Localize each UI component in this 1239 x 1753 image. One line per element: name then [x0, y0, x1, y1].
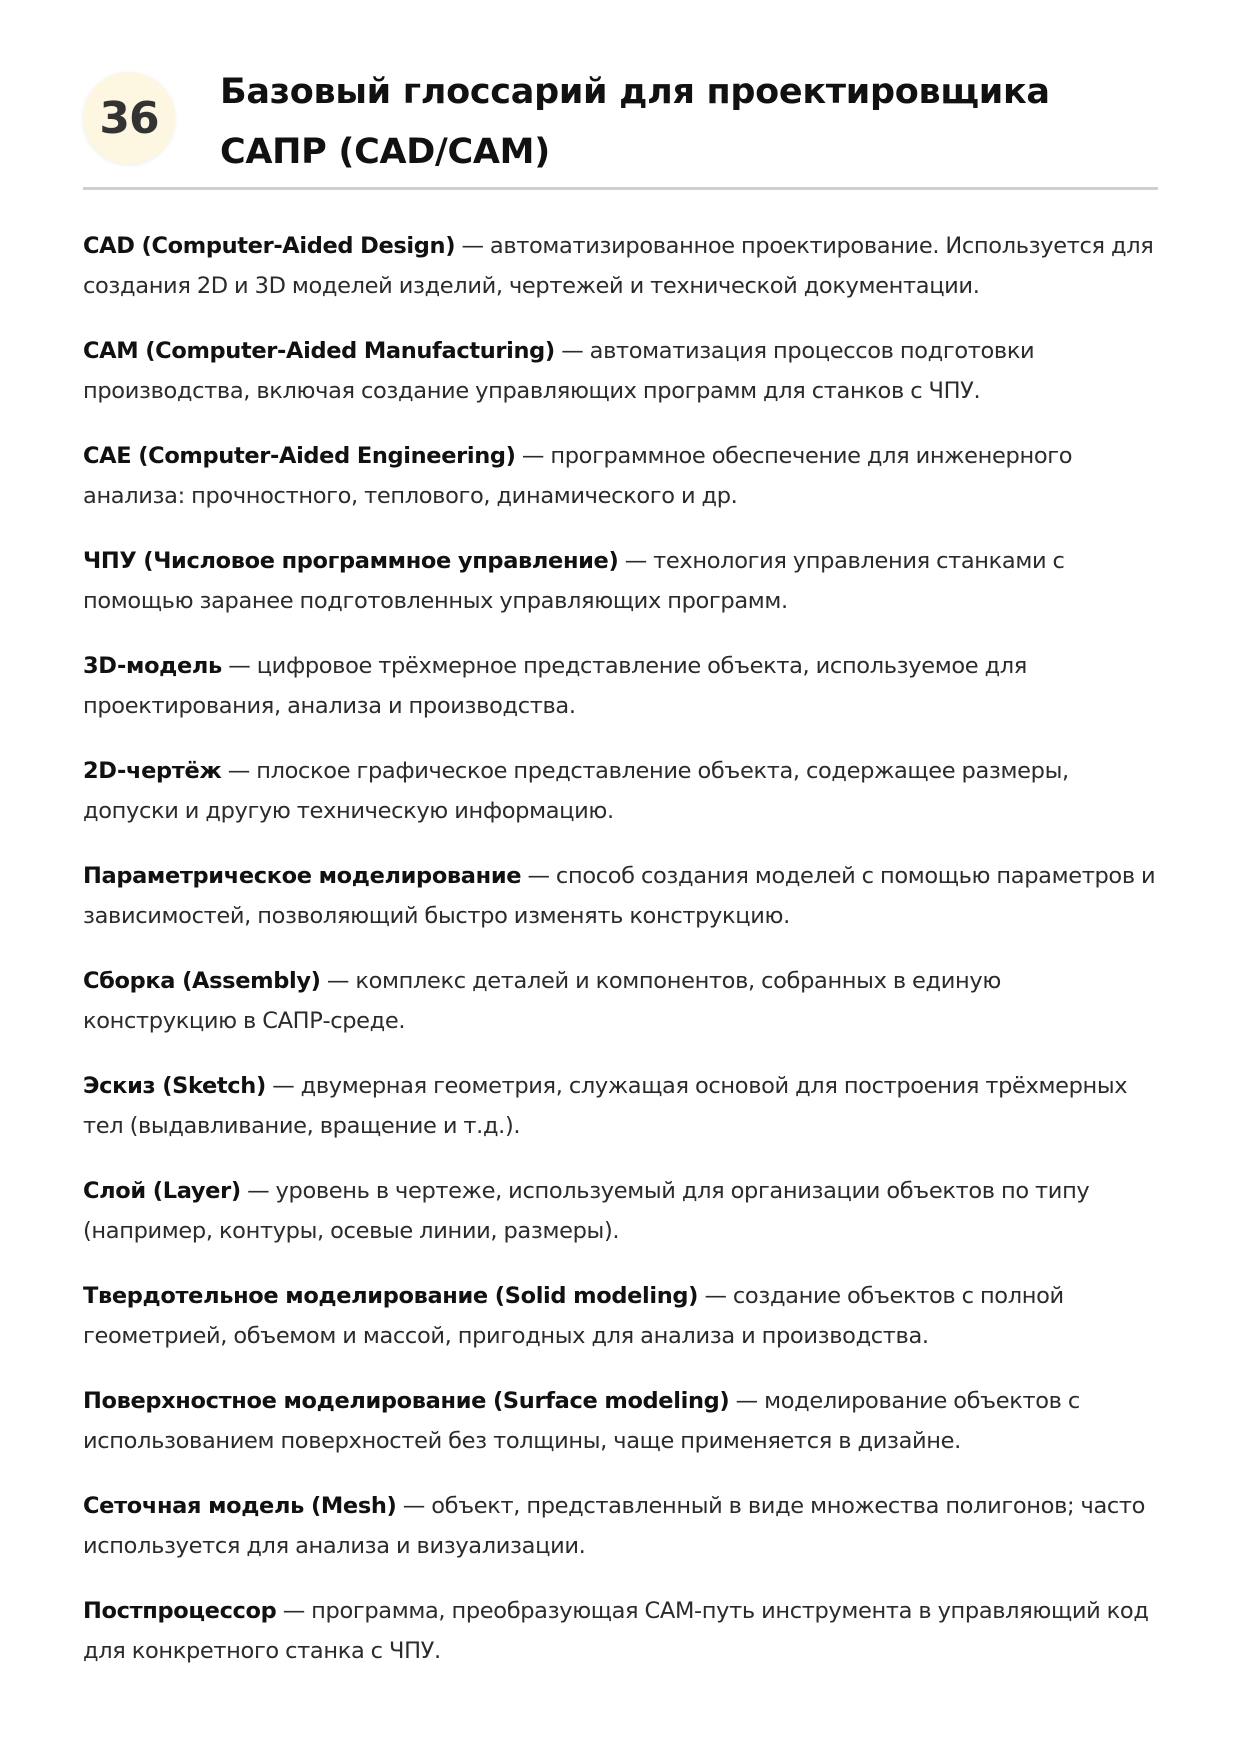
glossary-term: CAD (Computer-Aided Design) [83, 233, 456, 259]
glossary-definition: — программное обеспечение для инженерного анализа: прочностного, теплового, динамического и др. [83, 443, 1073, 509]
glossary-definition: — моделирование объектов с использованием поверхностей без толщины, чаще применяется в дизайне. [83, 1388, 1080, 1454]
glossary-entry [83, 331, 1158, 411]
glossary-term: Сеточная модель (Mesh) [83, 1493, 397, 1519]
glossary-term: 2D-чертёж [83, 758, 222, 784]
glossary-term: Параметрическое моделирование [83, 863, 522, 889]
chapter-number-badge: 36 [83, 72, 175, 164]
glossary-entry [83, 751, 1158, 831]
glossary-list [83, 226, 1158, 1696]
glossary-term: Постпроцессор [83, 1598, 277, 1624]
glossary-entry [83, 1276, 1158, 1356]
glossary-definition: — уровень в чертеже, используемый для организации объектов по типу (например, контуры, осевые линии, размеры). [83, 1178, 1090, 1244]
glossary-entry [83, 646, 1158, 726]
glossary-entry [83, 1171, 1158, 1251]
glossary-entry [83, 1486, 1158, 1566]
glossary-definition: — объект, представленный в виде множества полигонов; часто используется для анализа и визуализации. [83, 1493, 1146, 1559]
glossary-term: Эскиз (Sketch) [83, 1073, 266, 1099]
glossary-term: Поверхностное моделирование (Surface modeling) [83, 1388, 730, 1414]
glossary-term: Слой (Layer) [83, 1178, 241, 1204]
glossary-entry [83, 961, 1158, 1041]
glossary-entry [83, 436, 1158, 516]
glossary-definition: — создание объектов с полной геометрией, объемом и массой, пригодных для анализа и производства. [83, 1283, 1064, 1349]
glossary-definition: — автоматизация процессов подготовки производства, включая создание управляющих программ для станков с ЧПУ. [83, 338, 1035, 404]
glossary-term: Сборка (Assembly) [83, 968, 321, 994]
glossary-entry [83, 1591, 1158, 1671]
glossary-term: 3D-модель [83, 653, 222, 679]
glossary-term: CAM (Computer-Aided Manufacturing) [83, 338, 555, 364]
glossary-entry [83, 541, 1158, 621]
glossary-entry [83, 1066, 1158, 1146]
glossary-definition: — цифровое трёхмерное представление объекта, используемое для проектирования, анализа и производства. [83, 653, 1027, 719]
glossary-term: Твердотельное моделирование (Solid modeling) [83, 1283, 699, 1309]
page-title: Базовый глоссарий для проектировщика САПР (CAD/CAM) [220, 72, 1050, 172]
glossary-entry [83, 1381, 1158, 1461]
glossary-definition: — плоское графическое представление объекта, содержащее размеры, допуски и другую техническую информацию. [83, 758, 1069, 824]
glossary-term: CAE (Computer-Aided Engineering) [83, 443, 516, 469]
glossary-definition: — программа, преобразующая CAM-путь инструмента в управляющий код для конкретного станка с ЧПУ. [83, 1598, 1149, 1664]
glossary-definition: — технология управления станками с помощью заранее подготовленных управляющих программ. [83, 548, 1065, 614]
glossary-definition: — способ создания моделей с помощью параметров и зависимостей, позволяющий быстро изменять конструкцию. [83, 863, 1156, 929]
glossary-entry [83, 226, 1158, 306]
glossary-definition: — автоматизированное проектирование. Используется для создания 2D и 3D моделей изделий, чертежей и технической документации. [83, 233, 1154, 299]
chapter-header [83, 0, 1158, 190]
glossary-term: ЧПУ (Числовое программное управление) [83, 548, 619, 574]
glossary-definition: — комплекс деталей и компонентов, собранных в единую конструкцию в САПР-среде. [83, 968, 1001, 1034]
page [83, 0, 1158, 1664]
glossary-definition: — двумерная геометрия, служащая основой для построения трёхмерных тел (выдавливание, вращение и т.д.). [83, 1073, 1128, 1139]
glossary-entry [83, 856, 1158, 936]
